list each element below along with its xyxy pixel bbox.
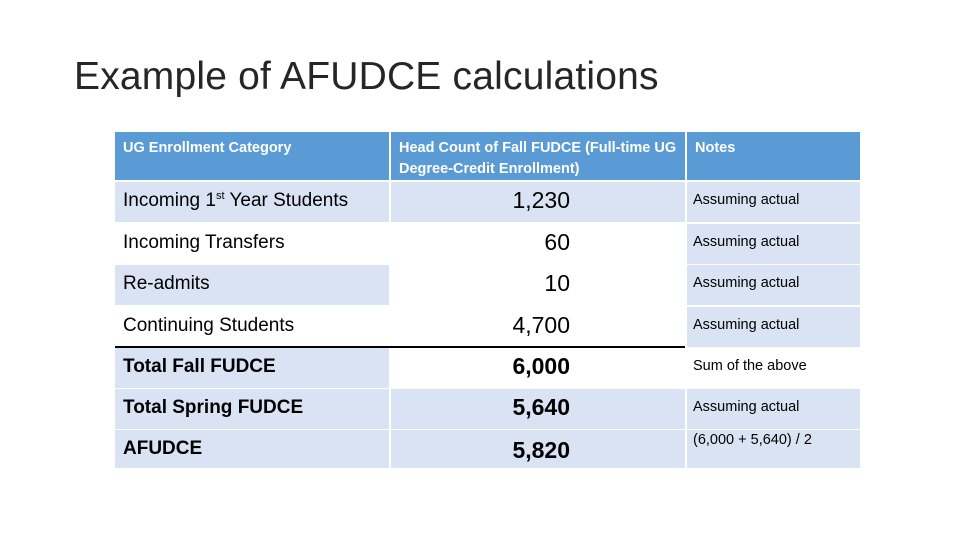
note-cell bbox=[687, 182, 860, 222]
note-text: Sum of the above bbox=[693, 358, 807, 374]
note-text: Assuming actual bbox=[693, 399, 800, 415]
category-cell bbox=[115, 182, 389, 222]
table-row bbox=[115, 265, 860, 305]
count-value: 5,640 bbox=[512, 394, 570, 420]
category-cell bbox=[115, 389, 389, 429]
count-cell bbox=[391, 265, 685, 305]
note-cell bbox=[687, 224, 860, 264]
header-cell-headcount bbox=[391, 132, 685, 180]
count-cell bbox=[391, 182, 685, 222]
table-row bbox=[115, 389, 860, 429]
count-value: 10 bbox=[544, 270, 570, 296]
table-row bbox=[115, 224, 860, 264]
table-row bbox=[115, 348, 860, 388]
note-text: (6,000 + 5,640) / 2 bbox=[693, 432, 812, 448]
note-cell bbox=[687, 307, 860, 347]
count-value: 60 bbox=[544, 229, 570, 255]
slide-title: Example of AFUDCE calculations bbox=[74, 55, 659, 98]
note-text: Assuming actual bbox=[693, 192, 800, 208]
category-label: Re-admits bbox=[123, 273, 210, 294]
table-row bbox=[115, 430, 860, 468]
count-cell bbox=[391, 348, 685, 388]
note-cell bbox=[687, 389, 860, 429]
header-category-label: UG Enrollment Category bbox=[123, 140, 292, 156]
count-cell bbox=[391, 224, 685, 264]
total-divider-line bbox=[115, 346, 685, 348]
header-cell-notes bbox=[687, 132, 860, 180]
count-cell bbox=[391, 430, 685, 468]
table-row bbox=[115, 182, 860, 222]
category-cell bbox=[115, 430, 389, 468]
category-label: Incoming 1st Year Students bbox=[123, 190, 349, 211]
header-cell-category bbox=[115, 132, 389, 180]
category-cell bbox=[115, 348, 389, 388]
count-value: 6,000 bbox=[512, 353, 570, 379]
table-header-row bbox=[115, 132, 860, 180]
category-cell bbox=[115, 265, 389, 305]
count-cell bbox=[391, 389, 685, 429]
table-row bbox=[115, 307, 860, 347]
header-notes-label: Notes bbox=[695, 140, 736, 156]
category-label: Total Spring FUDCE bbox=[123, 397, 304, 418]
note-text: Assuming actual bbox=[693, 234, 800, 250]
count-value: 5,820 bbox=[512, 437, 570, 463]
note-cell bbox=[687, 430, 860, 468]
count-value: 4,700 bbox=[512, 312, 570, 338]
category-label: Incoming Transfers bbox=[123, 232, 285, 253]
header-headcount-label: Head Count of Fall FUDCE (Full-time UG Degree-Credit Enrollment) bbox=[399, 140, 677, 177]
category-cell bbox=[115, 307, 389, 347]
note-text: Assuming actual bbox=[693, 275, 800, 291]
note-text: Assuming actual bbox=[693, 317, 800, 333]
category-label: Total Fall FUDCE bbox=[123, 356, 276, 377]
count-value: 1,230 bbox=[512, 187, 570, 213]
category-label: Continuing Students bbox=[123, 315, 295, 336]
note-cell bbox=[687, 348, 860, 388]
category-cell bbox=[115, 224, 389, 264]
count-cell bbox=[391, 307, 685, 347]
note-cell bbox=[687, 265, 860, 305]
category-label: AFUDCE bbox=[123, 438, 203, 459]
